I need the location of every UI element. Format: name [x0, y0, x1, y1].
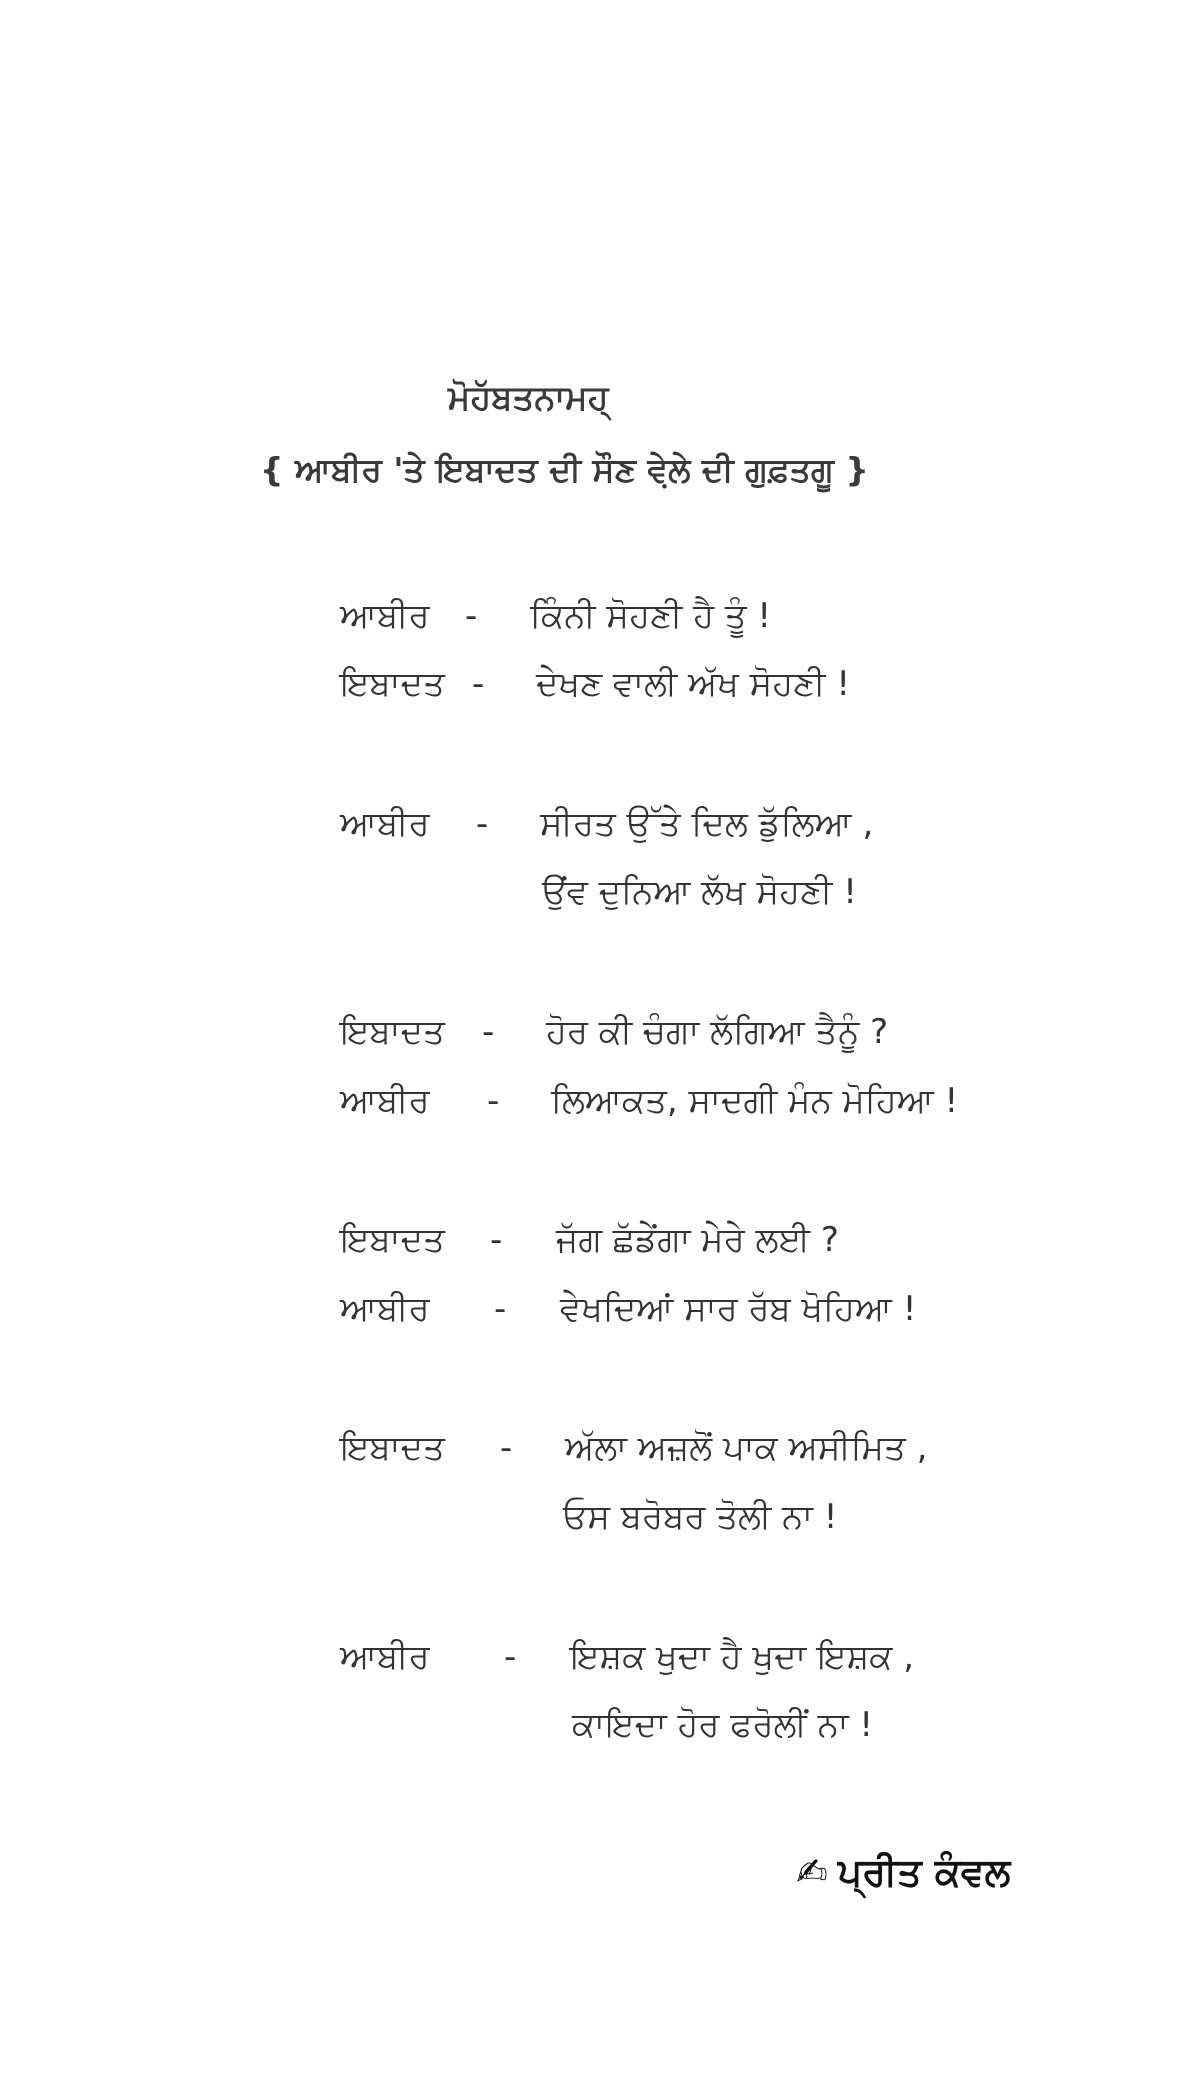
line-speaker: ਆਬੀਰ — [340, 1289, 430, 1329]
line-speaker: ਆਬੀਰ — [340, 596, 430, 636]
line-speaker: ਇਬਾਦਤ — [340, 1428, 445, 1468]
poem-title: ਮੋਹੱਬਤਨਾਮਹ੍ — [448, 378, 609, 418]
line-dash: - — [490, 1220, 503, 1260]
line-speaker: ਇਬਾਦਤ — [340, 1012, 445, 1052]
line-dash: - — [504, 1637, 517, 1677]
line-text: ਸੀਰਤ ਉੱਤੇ ਦਿਲ ਡੁੱਲਿਆ , — [540, 804, 874, 844]
line-text: ਅੱਲਾ ਅਜ਼ਲੋਂ ਪਾਕ ਅਸੀਮਿਤ , — [565, 1428, 928, 1468]
line-speaker: ਆਬੀਰ — [340, 1081, 430, 1121]
line-speaker: ਇਬਾਦਤ — [340, 1220, 445, 1260]
line-dash: - — [476, 804, 489, 844]
line-text: ਲਿਆਕਤ, ਸਾਦਗੀ ਮੰਨ ਮੋਹਿਆ ! — [551, 1081, 959, 1121]
line-text: ਦੇਖਣ ਵਾਲੀ ਅੱਖ ਸੋਹਣੀ ! — [536, 664, 850, 704]
line-dash: - — [487, 1081, 500, 1121]
author-name: ਪ੍ਰੀਤ ਕੰਵਲ — [837, 1850, 1011, 1894]
line-text: ਜੱਗ ਛੱਡੇਂਗਾ ਮੇਰੇ ਲਈ ? — [556, 1220, 839, 1260]
writing-hand-icon: ✍ — [796, 1850, 828, 1894]
line-dash: - — [465, 596, 478, 636]
line-text: ਕਿੰਨੀ ਸੋਹਣੀ ਹੈ ਤੂੰ ! — [530, 596, 772, 636]
line-speaker: ਆਬੀਰ — [340, 1637, 430, 1677]
line-dash: - — [472, 664, 485, 704]
poem-subtitle: { ਆਬੀਰ 'ਤੇ ਇਬਾਦਤ ਦੀ ਸੌਣ ਵੇ਼ਲੇ ਦੀ ਗੁਫ਼ਤਗੂ } — [260, 450, 869, 489]
line-text: ਕਾਇਦਾ ਹੋਰ ਫਰੋਲੀਂ ਨਾ ! — [572, 1705, 873, 1745]
line-speaker: ਆਬੀਰ — [340, 804, 430, 844]
line-text: ਇਸ਼ਕ ਖੁਦਾ ਹੈ ਖੁਦਾ ਇਸ਼ਕ , — [570, 1637, 915, 1677]
author-signature — [796, 1850, 1010, 1895]
line-text: ਹੋਰ ਕੀ ਚੰਗਾ ਲੱਗਿਆ ਤੈਨੂੰ ? — [546, 1012, 889, 1052]
line-dash: - — [482, 1012, 495, 1052]
line-text: ਵੇਖਦਿਆਂ ਸਾਰ ਰੱਬ ਖੋਹਿਆ ! — [560, 1289, 917, 1329]
line-dash: - — [500, 1428, 513, 1468]
line-speaker: ਇਬਾਦਤ — [340, 664, 445, 704]
line-dash: - — [494, 1289, 507, 1329]
line-text: ਓਸ ਬਰੋਬਰ ਤੋਲੀ ਨਾ ! — [563, 1497, 838, 1537]
line-text: ਉਂਵ ਦੁਨਿਆ ਲੱਖ ਸੋਹਣੀ ! — [542, 872, 857, 912]
